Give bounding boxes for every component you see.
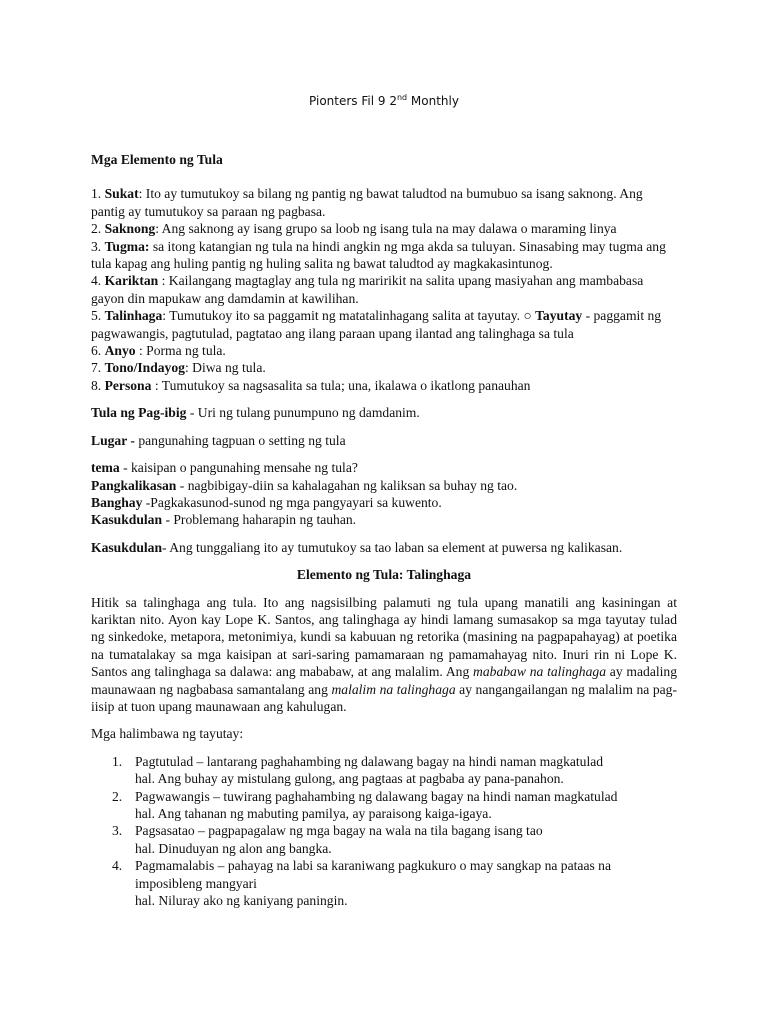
element-item: 3. Tugma: sa itong katangian ng tula na hindi angkin ng mga akda sa tuluyan. Sinasabing may tugma ang tula kapag ang huling pantig ng huling salita ng bawat taludtod ay magkakasintunog. [91, 238, 666, 272]
element-subterm: Tayutay [535, 308, 583, 324]
section-title-talinghaga: Elemento ng Tula: Talinghaga [296, 567, 472, 583]
element-term: Talinhaga [104, 308, 163, 324]
examples-list [91, 753, 677, 910]
element-desc: Ito ay tumutukoy sa bilang ng pantig ng bawat taludtod na bumubuo sa isang saknong. Ang pantig ay tumutukoy sa paraan ng pagbasa. [91, 186, 643, 219]
element-desc: Tumutukoy ito sa paggamit ng matatalinhagang salita at tayutay. ○ [169, 308, 536, 324]
element-term: Tugma: [104, 238, 150, 254]
element-item: 8. Persona : Tumutukoy sa nagsasalita sa tula; una, ikalawa o ikatlong panauhan [91, 377, 531, 393]
document-body [91, 151, 677, 909]
element-item: 5. Talinhaga: Tumutukoy ito sa paggamit ng matatalinhagang salita at tayutay. ○ Tayutay - paggamit ng pagwawangis, pagtutulad, pagtatao ang ilang paraan upang ilantad ang talinghaga sa tula [91, 308, 662, 341]
example-item: 3. Pagsasatao – pagpapagalaw ng mga bagay na wala na tila bagang isang tao hal. Dinuduyan ng alon ang bangka. [112, 823, 543, 856]
element-item: 1. Sukat: Ito ay tumutukoy sa bilang ng pantig ng bawat taludtod na bumubuo sa isang saknong. Ang pantig ay tumutukoy sa paraan ng pagbasa. [91, 186, 643, 219]
element-item: 2. Saknong: Ang saknong ay isang grupo sa loob ng isang tula na may dalawa o maraming linya [91, 221, 617, 237]
element-item: 7. Tono/Indayog: Diwa ng tula. [91, 360, 266, 376]
element-term: Saknong [104, 221, 156, 237]
definition-item: Kasukdulan - Problemang haharapin ng tauhan. [91, 512, 357, 528]
example-item: 2. Pagwawangis – tuwirang paghahambing ng dalawang bagay na hindi naman magkatulad hal. Ang tahanan ng mabuting pamilya, ay paraisong kaiga-igaya. [112, 788, 618, 821]
examples-intro: Mga halimbawa ng tayutay: [91, 726, 244, 742]
element-term: Tono/Indayog [104, 360, 185, 376]
example-item: 4. Pagmamalabis – pahayag na labi sa karaniwang pagkukuro o may sangkap na pataas na imposibleng mangyari hal. Niluray ako ng kaniyang paningin. [112, 858, 612, 909]
document-header [0, 93, 768, 109]
talinghaga-paragraph: Hitik sa talinghaga ang tula. Ito ang nagsisilbing palamuti ng tula upang manatili ang kasiningan at kariktan nito. Ayon kay Lope K. Santos, ang talinghaga ay hindi lamang sumasakop sa mga tayutay tulad ng sinkedoke, metapora, metonimiya, kundi sa kabuuan ng retorika (masining na pagpapahayag) at poetika na tumatalakay sa mga kaisipan at sari-saring pamamaraan ng pamamahayag nito. Inuri rin ni Lope K. Santos ang talinghaga sa dalawa: ang mababaw, at ang malalim. Ang mababaw na talinghaga ay madaling maunawaan ng nagbabasa samantalang ang malalim na talinghaga ay nangangailangan ng malalim na pag-iisip at tuon upang maunawaan ang kahulugan. [91, 594, 677, 714]
definition-tula-ng-pag-ibig: Tula ng Pag-ibig - Uri ng tulang punumpuno ng damdanim. [91, 405, 420, 421]
element-term: Anyo [104, 343, 136, 359]
element-term: Sukat [104, 186, 139, 202]
example-item: 1. Pagtutulad – lantarang paghahambing ng dalawang bagay na hindi naman magkatulad hal. Ang buhay ay mistulang gulong, ang pagtaas at pagbaba ay pana-panahon. [112, 753, 604, 787]
element-desc: Tumutukoy sa nagsasalita sa tula; una, ikalawa o ikatlong panauhan [161, 377, 531, 393]
element-term: Persona [104, 377, 152, 393]
section-title-elements: Mga Elemento ng Tula [91, 152, 223, 167]
header-suffix: Monthly [407, 94, 459, 108]
definition-item: tema - kaisipan o pangunahing mensahe ng tula? [91, 460, 358, 476]
element-item: 4. Kariktan : Kailangang magtaglay ang tula ng maririkit na salita upang masiyahan ang mambabasa gayon din mapukaw ang damdamin at kawilihan. [91, 273, 644, 306]
element-desc: Diwa ng tula. [192, 360, 266, 376]
header-superscript: nd [396, 93, 408, 102]
element-desc: Porma ng tula. [146, 343, 226, 359]
element-desc: Ang saknong ay isang grupo sa loob ng isang tula na may dalawa o maraming linya [161, 221, 617, 237]
definition-kasukdulan: Kasukdulan- Ang tunggaliang ito ay tumutukoy sa tao laban sa element at puwersa ng kalikasan. [91, 539, 623, 555]
element-term: Kariktan [104, 273, 159, 289]
definition-item: Banghay -Pagkakasunod-sunod ng mga pangyayari sa kuwento. [91, 494, 442, 510]
elements-list [91, 185, 677, 394]
element-desc: sa itong katangian ng tula na hindi angkin ng mga akda sa tuluyan. Sinasabing may tugma ang tula kapag ang huling pantig ng huling salita ng bawat taludtod ay magkakasintunog. [91, 238, 666, 272]
header-prefix: Pionters Fil 9 2 [309, 94, 397, 108]
definition-item: Pangkalikasan - nagbibigay-diin sa kahalagahan ng kaliksan sa buhay ng tao. [91, 477, 518, 493]
definitions-block [91, 459, 677, 529]
definition-lugar: Lugar - pangunahing tagpuan o setting ng tula [91, 432, 346, 448]
element-subdesc: - paggamit ng pagwawangis, pagtutulad, pagtatao ang ilang paraan upang ilantad ang talinghaga sa tula [91, 308, 662, 341]
element-desc: Kailangang magtaglay ang tula ng maririkit na salita upang masiyahan ang mambabasa gayon din mapukaw ang damdamin at kawilihan. [91, 273, 644, 306]
element-item: 6. Anyo : Porma ng tula. [91, 343, 226, 359]
